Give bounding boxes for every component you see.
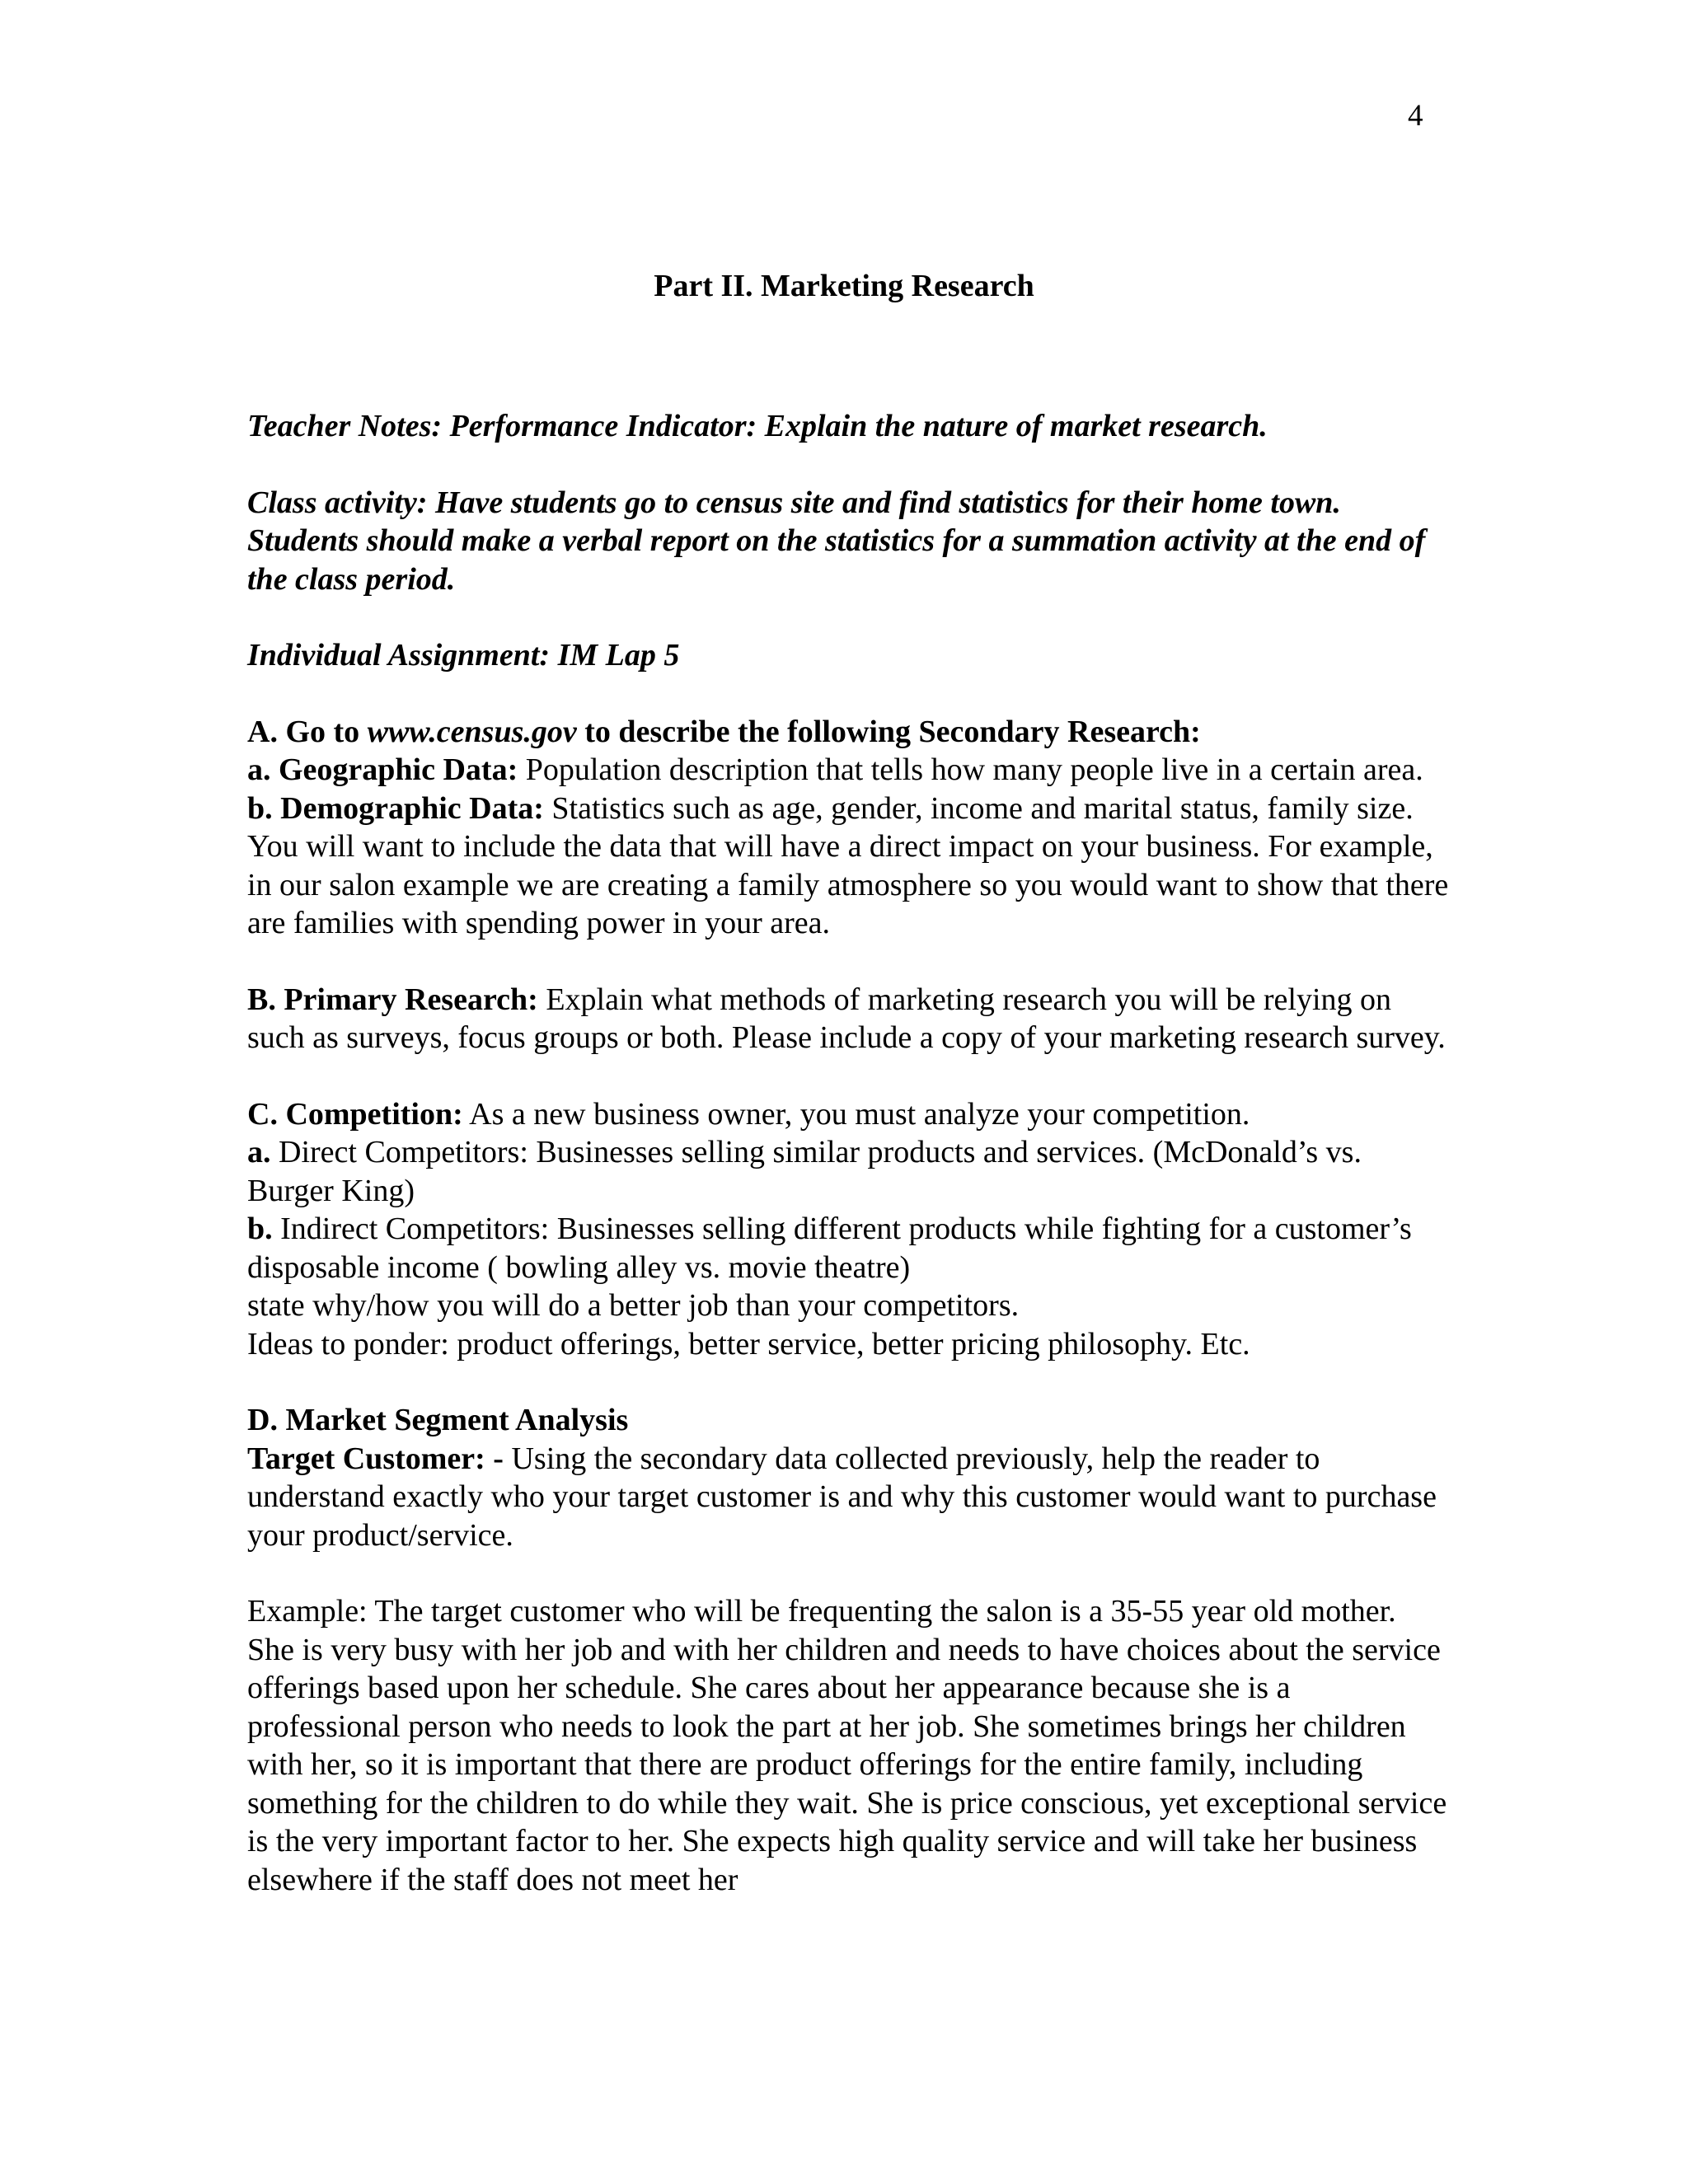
- competition-ideas-line: Ideas to ponder: product offerings, better service, better pricing philosophy. Etc.: [247, 1326, 1250, 1361]
- competition-label: C. Competition:: [247, 1096, 463, 1132]
- document-body: [247, 407, 1451, 1899]
- target-customer-text: Using the secondary data collected previously, help the reader to understand exactly who your target customer is and why this customer would want to purchase your product/service.: [247, 1441, 1437, 1553]
- demographic-data-label: b. Demographic Data:: [247, 790, 544, 826]
- geographic-data-text: Population description that tells how many people live in a certain area.: [518, 752, 1423, 787]
- competition-state-line: state why/how you will do a better job than your competitors.: [247, 1288, 1020, 1323]
- primary-research-label: B. Primary Research:: [247, 982, 538, 1017]
- target-customer: [247, 1440, 1451, 1555]
- demographic-data: [247, 790, 1451, 943]
- section-d-heading: D. Market Segment Analysis: [247, 1403, 629, 1437]
- target-customer-label: Target Customer: -: [247, 1441, 504, 1476]
- individual-assignment: Individual Assignment: IM Lap 5: [247, 638, 680, 673]
- indirect-competitors-label: b.: [247, 1212, 273, 1246]
- demographic-data-text: Statistics such as age, gender, income and marital status, family size. You will want to include the data that will have a direct impact on your business. For example, in our salon example we are creating a family atmosphere so you would want to show that there are families with spending power in your area.: [247, 790, 1449, 940]
- section-d: [247, 1401, 1451, 1899]
- geographic-data: [247, 751, 1451, 790]
- direct-competitors-label: a.: [247, 1135, 271, 1169]
- section-c: [247, 1095, 1451, 1364]
- competition: [247, 1095, 1451, 1134]
- primary-research-text: Explain what methods of marketing research you will be relying on such as surveys, focus groups or both. Please include a copy of your marketing research survey.: [247, 982, 1446, 1055]
- section-a-heading: [247, 713, 1451, 752]
- section-b: [247, 981, 1451, 1057]
- direct-competitors-text: Direct Competitors: Businesses selling similar products and services. (McDonald’s vs. Burger King): [247, 1135, 1362, 1208]
- section-a: [247, 713, 1451, 943]
- page-title: Part II. Marketing Research: [654, 269, 1034, 303]
- class-activity: Class activity: Have students go to census site and find statistics for their home town. Students should make a verbal report on the statistics for a summation activity at the end of the class period.: [247, 485, 1426, 597]
- geographic-data-label: a. Geographic Data:: [247, 752, 518, 787]
- section-a-heading-prefix: A. Go to: [247, 714, 368, 749]
- target-customer-example: Example: The target customer who will be frequenting the salon is a 35-55 year old mother. She is very busy with her job and with her children and needs to have choices about the service offerings based upon her schedule. She cares about her appearance because she is a professional person who needs to look the part at her job. She sometimes brings her children with her, so it is important that there are product offerings for the entire family, including something for the children to do while they wait. She is price conscious, yet exceptional service is the very important factor to her. She expects high quality service and will take her business elsewhere if the staff does not meet her: [247, 1594, 1447, 1897]
- section-a-heading-suffix: to describe the following Secondary Research:: [576, 714, 1201, 749]
- competition-text: As a new business owner, you must analyze your competition.: [462, 1096, 1250, 1132]
- indirect-competitors: [247, 1210, 1451, 1286]
- primary-research: [247, 981, 1451, 1057]
- page-number: 4: [1408, 99, 1423, 133]
- direct-competitors: [247, 1133, 1451, 1210]
- census-link[interactable]: www.census.gov: [367, 714, 577, 749]
- teacher-notes: Teacher Notes: Performance Indicator: Explain the nature of market research.: [247, 409, 1268, 443]
- indirect-competitors-text: Indirect Competitors: Businesses selling different products while fighting for a customer’s disposable income ( bowling alley vs. movie theatre): [247, 1212, 1412, 1285]
